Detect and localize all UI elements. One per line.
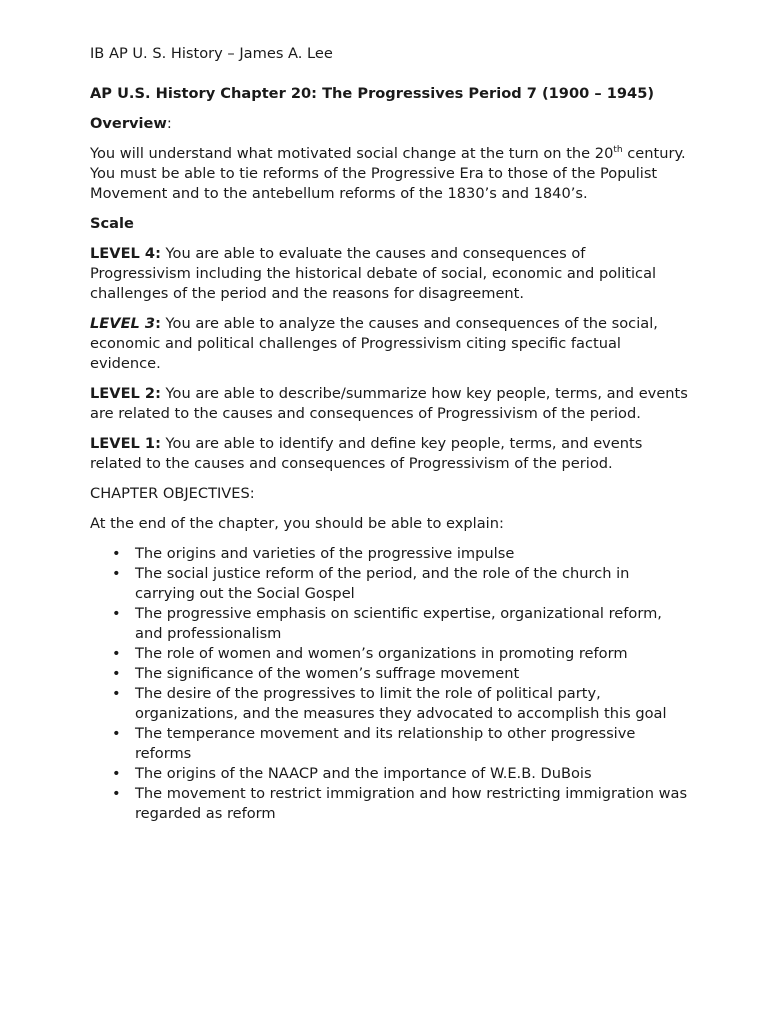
level-2-text: You are able to describe/summarize how key people, terms, and events are related to the causes and consequences of Progressivism of the period.: [90, 385, 688, 422]
list-item: [90, 564, 690, 604]
level-1-label: LEVEL 1:: [90, 435, 161, 452]
bullet-icon: •: [112, 565, 121, 582]
overview-text-part2: century. You must be able to tie reforms of the Progressive Era to those of the Populist Movement and to the antebellum reforms of the 1830’s and 1840’s.: [90, 145, 686, 202]
list-item: [90, 604, 690, 644]
objectives-intro: At the end of the chapter, you should be able to explain:: [90, 515, 504, 532]
level-1-text: You are able to identify and define key people, terms, and events related to the causes and consequences of Progressivism of the period.: [90, 435, 643, 472]
overview-text: [90, 144, 690, 204]
overview-text-part1: You will understand what motivated social change at the turn on the 20: [90, 145, 614, 162]
level-4-text: You are able to evaluate the causes and consequences of Progressivism including the historical debate of social, economic and political challenges of the period and the reasons for disagreement.: [90, 245, 657, 302]
bullet-icon: •: [112, 605, 121, 622]
level-4-label: LEVEL 4:: [90, 245, 161, 262]
level-3-label-colon: :: [155, 315, 161, 332]
list-item-text: The significance of the women’s suffrage movement: [135, 665, 520, 682]
overview-superscript: th: [613, 145, 623, 155]
list-item: [90, 544, 690, 564]
list-item: [90, 764, 690, 784]
list-item: [90, 724, 690, 764]
list-item-text: The progressive emphasis on scientific expertise, organizational reform, and professionalism: [135, 605, 662, 642]
list-item-text: The movement to restrict immigration and how restricting immigration was regarded as reform: [135, 785, 688, 822]
bullet-icon: •: [112, 785, 121, 802]
level-2-label: LEVEL 2:: [90, 385, 161, 402]
list-item: [90, 664, 690, 684]
list-item-text: The temperance movement and its relationship to other progressive reforms: [135, 725, 636, 762]
objectives-label: CHAPTER OBJECTIVES: [90, 485, 250, 502]
chapter-title: AP U.S. History Chapter 20: The Progressives Period 7 (1900 – 1945): [90, 85, 655, 102]
bullet-icon: •: [112, 645, 121, 662]
list-item: [90, 684, 690, 724]
overview-heading: [90, 114, 690, 134]
bullet-icon: •: [112, 765, 121, 782]
level-3-text: You are able to analyze the causes and consequences of the social, economic and political challenges of Progressivism citing specific factual evidence.: [90, 315, 658, 372]
overview-colon: :: [166, 115, 172, 132]
list-item-text: The role of women and women’s organizations in promoting reform: [135, 645, 628, 662]
level-3-label: LEVEL 3: [90, 315, 156, 332]
list-item-text: The desire of the progressives to limit the role of political party, organizations, and the measures they advocated to accomplish this goal: [135, 685, 667, 722]
scale-heading: Scale: [90, 215, 134, 232]
level-2: [90, 384, 690, 424]
overview-label: Overview: [90, 115, 167, 132]
level-4: [90, 244, 690, 304]
objectives-colon: :: [249, 485, 255, 502]
document-page: [90, 44, 690, 824]
list-item-text: The origins of the NAACP and the importance of W.E.B. DuBois: [135, 765, 592, 782]
bullet-icon: •: [112, 725, 121, 742]
document-header: IB AP U. S. History – James A. Lee: [90, 45, 333, 62]
list-item: [90, 644, 690, 664]
list-item: [90, 784, 690, 824]
bullet-icon: •: [112, 685, 121, 702]
list-item-text: The social justice reform of the period, and the role of the church in carrying out the Social Gospel: [135, 565, 630, 602]
level-3: [90, 314, 690, 374]
objectives-list: [90, 544, 690, 824]
bullet-icon: •: [112, 545, 121, 562]
list-item-text: The origins and varieties of the progressive impulse: [135, 545, 515, 562]
objectives-heading: [90, 484, 690, 504]
bullet-icon: •: [112, 665, 121, 682]
level-1: [90, 434, 690, 474]
